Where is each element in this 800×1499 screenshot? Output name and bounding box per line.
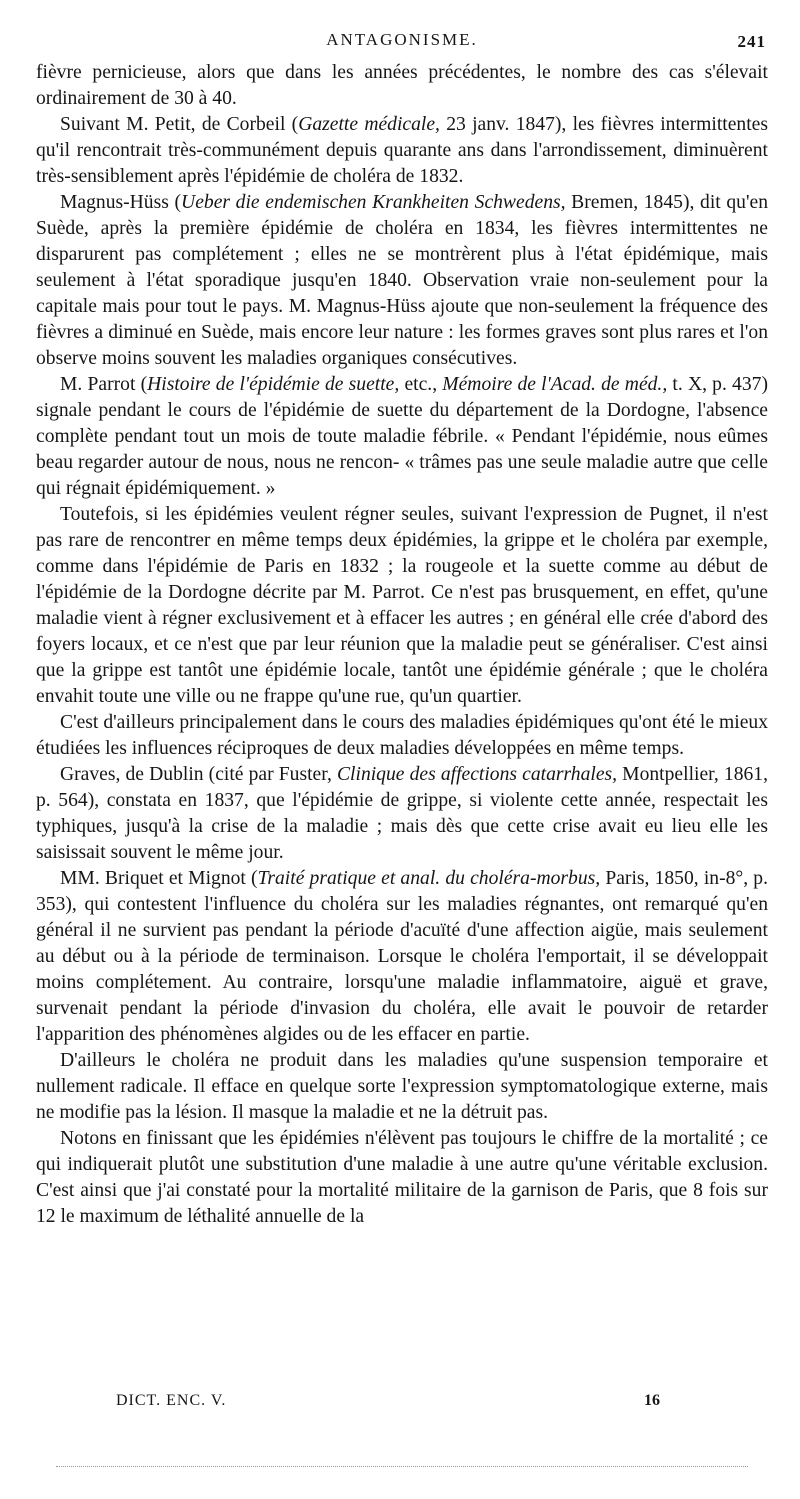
text-run: 23 janv. 1847), les fièvres intermittentes qu'il rencontrait très-communément depuis quarante ans dans l'arrondissement, diminuèrent très-sensiblement après l'épidémie de choléra de 1832. (36, 114, 768, 187)
text-run: Bremen, 1845), dit qu'en Suède, après la première épidémie de choléra en 1834, les fièvres intermittentes ne disparurent pas complétement ; elles ne se montrèrent plus à l'état épidémique, mais seulement à l'état sporadique jusqu'en 1840. Observation vraie non-seulement pour la capitale mais pour tout le pays. M. Magnus-Hüss ajoute que non-seulement la fréquence des fièvres a diminué en Suède, mais encore leur nature : les formes graves sont plus rares et l'on observe moins souvent les maladies organiques consécutives. (36, 192, 768, 369)
signature-mark: DICT. ENC. V. (116, 1392, 227, 1409)
citation-title: Histoire de l'épidémie de suette, (147, 374, 400, 395)
paragraph (36, 372, 768, 502)
page-header (36, 30, 768, 58)
paragraph (36, 112, 768, 190)
page-footer (36, 1392, 768, 1416)
text-run: Notons en finissant que les épidémies n'élèvent pas toujours le chiffre de la mortalité ; ce qui indiquerait plutôt une substitution d'une maladie à une autre qu'une véritable exclusion. C'est ainsi que j'ai constaté pour la mortalité militaire de la garnison de Paris, que 8 fois sur 12 le maximum de léthalité annuelle de la (36, 1128, 768, 1227)
text-run: Graves, de Dublin (cité par Fuster, (60, 764, 337, 785)
text-run: fièvre pernicieuse, alors que dans les années précédentes, le nombre des cas s'élevait ordinairement de 30 à 40. (36, 62, 768, 109)
book-page (36, 0, 768, 1499)
body-text (36, 60, 768, 1230)
text-run: M. Parrot ( (60, 374, 148, 395)
text-run: t. X, p. 437) signale pendant le cours de l'épidémie de suette du département de la Dordogne, l'absence complète pendant tout un mois de toute maladie fébrile. « Pendant l'épidémie, nous eûmes beau regarder autour de nous, nous ne rencon- « trâmes pas une seule maladie autre que celle qui régnait épidémiquement. » (36, 374, 768, 499)
running-title: ANTAGONISME. (326, 30, 478, 49)
paragraph (36, 502, 768, 710)
citation-title: Ueber die endemischen Krankheiten Schwedens, (181, 192, 566, 213)
page-edge-divider (56, 1466, 748, 1467)
text-run: Paris, 1850, in-8°, p. 353), qui contestent l'influence du choléra sur les maladies régnantes, ont remarqué qu'en général il ne survient pas pendant la période d'acuïté d'une affection aigüe, mais seulement au début ou à la période de terminaison. Lorsque le choléra l'emportait, il se développait moins complétement. Au contraire, lorsqu'une maladie inflammatoire, aiguë et grave, survenait pendant la période d'invasion du choléra, elle avait le pouvoir de retarder l'apparition des phénomènes algides ou de les effacer en partie. (36, 868, 768, 1045)
paragraph (36, 1126, 768, 1230)
paragraph (36, 762, 768, 866)
text-run: Toutefois, si les épidémies veulent régner seules, suivant l'expression de Pugnet, il n'est pas rare de rencontrer en même temps deux épidémies, la grippe et le choléra par exemple, comme dans l'épidémie de Paris en 1832 ; la rougeole et la suette comme au début de l'épidémie de la Dordogne décrite par M. Parrot. Ce n'est pas brusquement, en effet, qu'une maladie vient à régner exclusivement et à effacer les autres ; en général elle crée d'abord des foyers locaux, et ce n'est que par leur réunion que la maladie peut se généraliser. C'est ainsi que la grippe est tantôt une épidémie locale, tantôt une épidémie générale ; que le choléra envahit toute une ville ou ne frappe qu'une rue, qu'un quartier. (36, 504, 768, 707)
sheet-number: 16 (644, 1392, 660, 1409)
citation-title: Clinique des affections catarrhales, (336, 764, 618, 785)
citation-title: Gazette médicale, (298, 114, 440, 135)
text-run: C'est d'ailleurs principalement dans le cours des maladies épidémiques qu'ont été le mieux étudiées les influences réciproques de deux maladies développées en même temps. (36, 712, 768, 759)
paragraph (36, 60, 768, 112)
paragraph (36, 710, 768, 762)
text-run: MM. Briquet et Mignot ( (60, 868, 258, 889)
citation-title: Traité pratique et anal. du choléra-morbus, (257, 868, 601, 889)
text-run: Montpellier, 1861, p. 564), constata en 1837, que l'épidémie de grippe, si violente cette année, respectait les typhiques, jusqu'à la crise de la maladie ; mais dès que cette crise avait eu lieu elle les saisissait souvent le même jour. (36, 764, 769, 863)
text-run: Suivant M. Petit, de Corbeil ( (60, 114, 299, 135)
text-run: D'ailleurs le choléra ne produit dans les maladies qu'une suspension temporaire et nullement radicale. Il efface en quelque sorte l'expression symptomatologique externe, mais ne modifie pas la lésion. Il masque la maladie et ne la détruit pas. (36, 1050, 768, 1123)
paragraph (36, 1048, 768, 1126)
citation-title: Mémoire de l'Acad. de méd., (442, 374, 668, 395)
paragraph (36, 190, 768, 372)
paragraph (36, 866, 768, 1048)
text-run: etc., (399, 374, 443, 395)
text-run: Magnus-Hüss ( (60, 192, 182, 213)
page-number: 241 (737, 32, 766, 51)
